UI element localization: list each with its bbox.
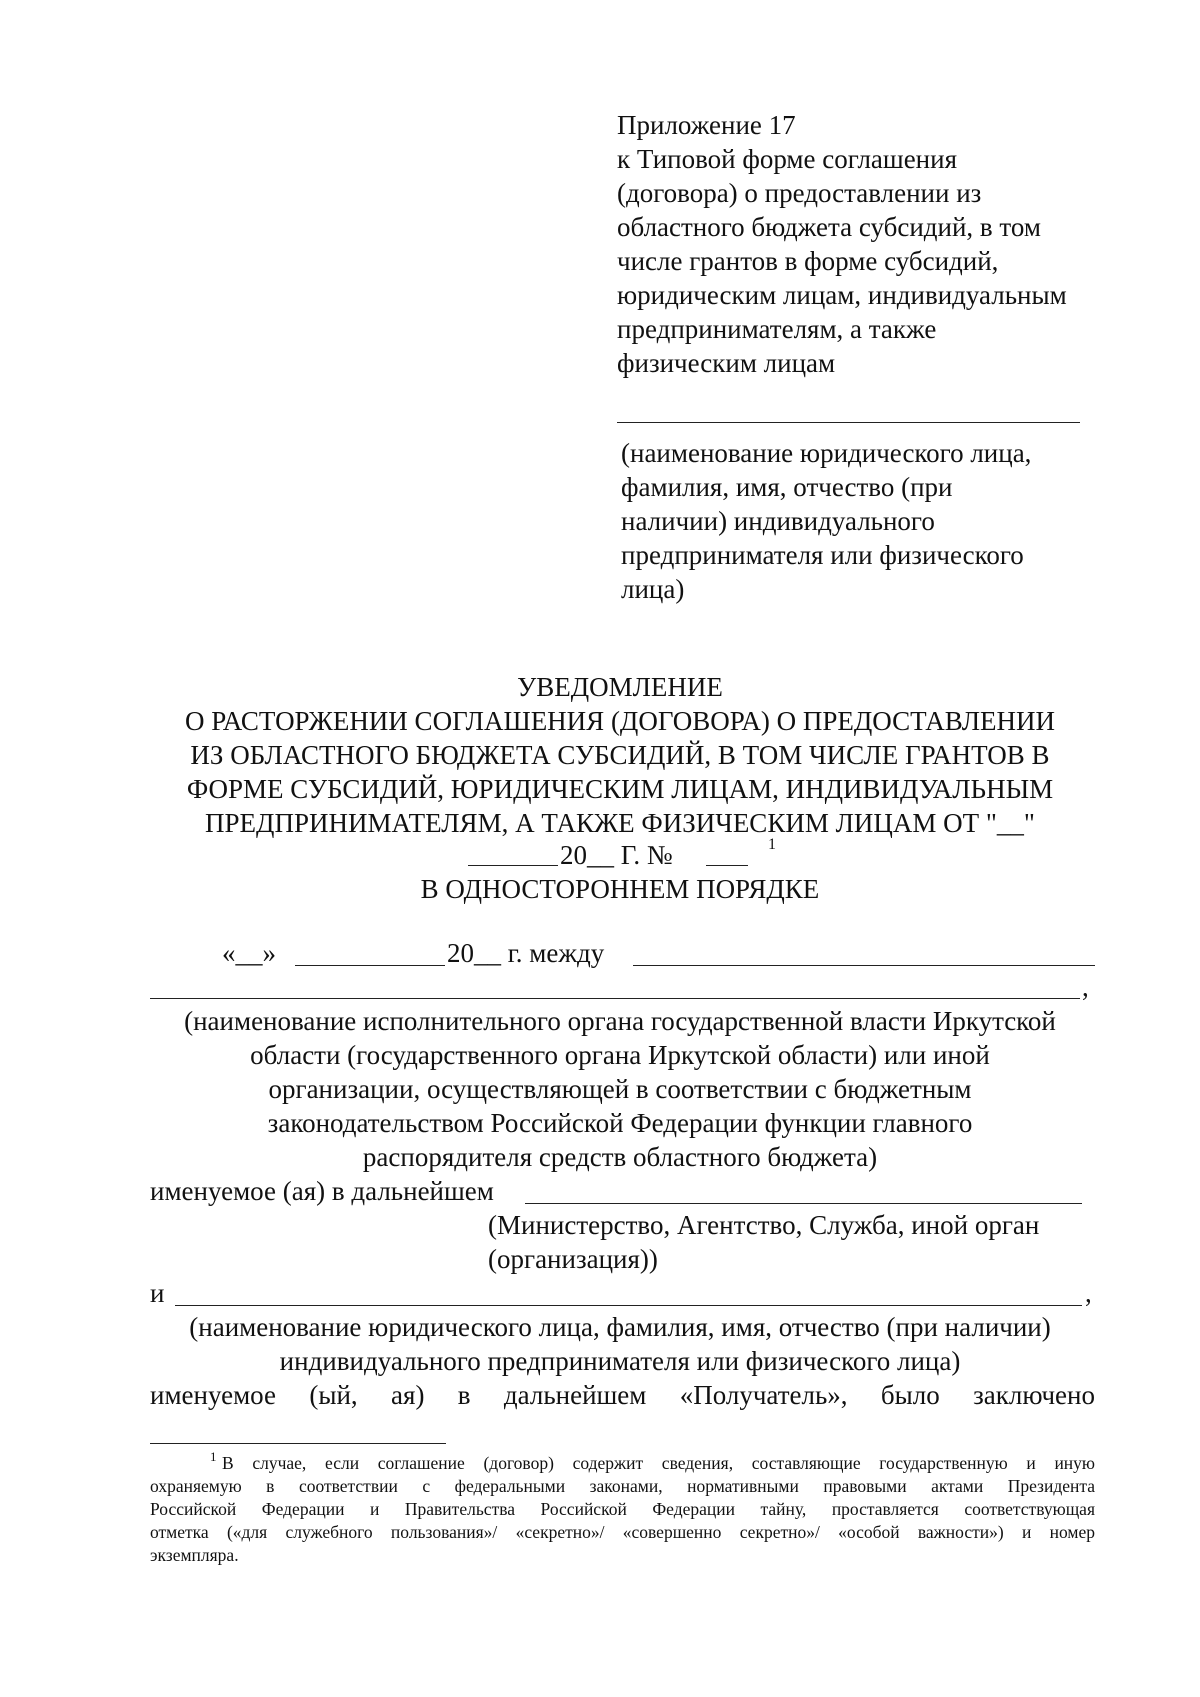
title-line: ФОРМЕ СУБСИДИЙ, ЮРИДИЧЕСКИМ ЛИЦАМ, ИНДИВИДУАЛЬНЫМ: [186, 774, 1054, 804]
recipient-caption2-line: (наименование юридического лица, фамилия, имя, отчество (при наличии): [189, 1312, 1051, 1342]
footnote-line: экземпляра.: [150, 1545, 239, 1565]
org-caption-line: области (государственного органа Иркутской области) или иной: [250, 1040, 990, 1070]
date-day: «__»: [222, 938, 276, 968]
recipient-caption-line: (наименование юридического лица,: [621, 438, 1032, 468]
org-caption-line: (наименование исполнительного органа государственной власти Иркутской: [184, 1006, 1056, 1036]
appendix-line: физическим лицам: [617, 348, 836, 378]
org-caption-line: организации, осуществляющей в соответствии с бюджетным: [268, 1074, 972, 1104]
comma: ,: [1082, 972, 1089, 1002]
footnote-line: охраняемую в соответствии с федеральными законами, нормативными правовыми актами Президента: [150, 1476, 1095, 1496]
recipient-blank-line-2[interactable]: [175, 1305, 1082, 1306]
named-label: именуемое (ая) в дальнейшем: [150, 1176, 494, 1206]
title-line: ПРЕДПРИНИМАТЕЛЯМ, А ТАКЖЕ ФИЗИЧЕСКИМ ЛИЦАМ ОТ "__": [205, 808, 1035, 838]
ministry-caption-line: (организация)): [488, 1244, 658, 1274]
org-caption-line: законодательством Российской Федерации функции главного: [267, 1108, 973, 1138]
appendix-line: числе грантов в форме субсидий,: [617, 246, 999, 276]
ministry-caption-line: (Министерство, Агентство, Служба, иной орган: [488, 1210, 1040, 1240]
recipient-caption-line: лица): [621, 574, 685, 604]
date-month-blank[interactable]: [295, 965, 445, 966]
title-number-blank[interactable]: [706, 865, 748, 866]
body-last-line: именуемое (ый, ая) в дальнейшем «Получатель», было заключено: [150, 1380, 1095, 1410]
appendix-line: Приложение 17: [617, 110, 796, 140]
footnote-line: отметка («для служебного пользования»/ «секретно»/ «совершенно секретно»/ «особой важности») и номер: [150, 1522, 1095, 1542]
date-year-between: 20__ г. между: [447, 938, 605, 968]
title-date-blank[interactable]: [468, 865, 558, 866]
appendix-line: юридическим лицам, индивидуальным: [617, 280, 1067, 310]
title-line: В ОДНОСТОРОННЕМ ПОРЯДКЕ: [420, 874, 820, 904]
title-line: УВЕДОМЛЕНИЕ: [517, 672, 723, 702]
title-line: ИЗ ОБЛАСТНОГО БЮДЖЕТА СУБСИДИЙ, В ТОМ ЧИСЛЕ ГРАНТОВ В: [190, 740, 1050, 770]
comma: ,: [1085, 1278, 1092, 1308]
footnote-separator: [150, 1443, 446, 1444]
appendix-line: предпринимателям, а также: [617, 314, 937, 344]
title-line: О РАСТОРЖЕНИИ СОГЛАШЕНИЯ (ДОГОВОРА) О ПРЕДОСТАВЛЕНИИ: [184, 706, 1056, 736]
appendix-line: областного бюджета субсидий, в том: [617, 212, 1041, 242]
org-caption-line: распорядителя средств областного бюджета): [362, 1142, 878, 1172]
recipient-caption-line: предпринимателя или физического: [621, 540, 1024, 570]
title-date-number: 20__ Г. №: [560, 840, 673, 870]
appendix-line: к Типовой форме соглашения: [617, 144, 957, 174]
footnote-line: В случае, если соглашение (договор) содержит сведения, составляющие государственную и иную: [222, 1453, 1095, 1473]
and-label: и: [150, 1278, 165, 1308]
title-footnote-mark: 1: [768, 836, 776, 853]
recipient-blank-line[interactable]: [617, 422, 1080, 423]
recipient-caption-line: фамилия, имя, отчество (при: [621, 472, 953, 502]
org-blank-line[interactable]: [633, 965, 1095, 966]
ministry-blank-line[interactable]: [525, 1203, 1082, 1204]
appendix-line: (договора) о предоставлении из: [617, 178, 982, 208]
org-blank-line-2[interactable]: [150, 998, 1080, 999]
footnote-line: Российской Федерации и Правительства Российской Федерации тайну, проставляется соответствующая: [150, 1499, 1095, 1519]
recipient-caption2-line: индивидуального предпринимателя или физического лица): [279, 1346, 961, 1376]
footnote-mark: 1: [210, 1449, 217, 1464]
recipient-caption-line: наличии) индивидуального: [621, 506, 935, 536]
